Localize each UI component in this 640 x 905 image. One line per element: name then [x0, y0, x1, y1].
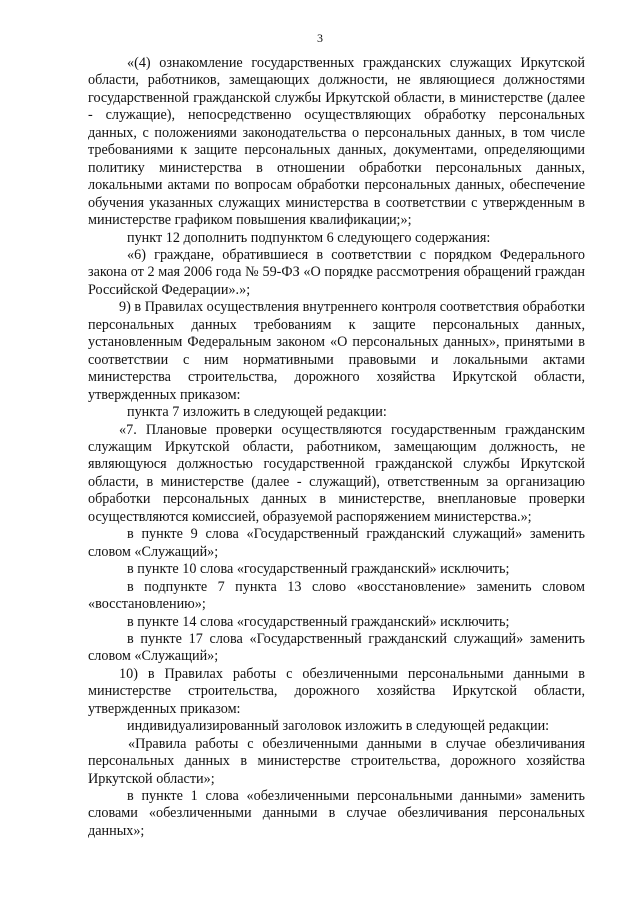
- paragraph-title-text: «Правила работы с обезличенными данными в случае обезличивания персональных данных в министерстве строительства, дорожного хозяйства Иркутской области»;: [88, 735, 585, 787]
- paragraph-point-7-intro: пункта 7 изложить в следующей редакции:: [127, 404, 387, 421]
- paragraph-point-14: в пункте 14 слова «государственный гражданский» исключить;: [127, 613, 510, 630]
- paragraph-point-12: пункт 12 дополнить подпунктом 6 следующего содержания:: [127, 229, 491, 246]
- paragraph-point-17: в пункте 17 слова «Государственный гражданский служащий» заменить словом «Служащий»;: [88, 630, 585, 665]
- paragraph-item-4: «(4) ознакомление государственных гражданских служащих Иркутской области, работников, замещающих должности, не являющиеся должностями государственной гражданской службы Иркутской области, в министерстве (далее - служащие), непосредственно осуществляющих обработку персональных данных, с положениями законодательства о персональных данных, в том числе требованиями к защите персональных данных, документами, определяющими политику министерства в отношении обработки персональных данных, локальными актами по вопросам обработки персональных данных, обеспечение обучения указанных служащих министерства в соответствии с утвержденным в министерстве графиком повышения квалификации;»;: [88, 55, 585, 229]
- paragraph-title-intro: индивидуализированный заголовок изложить в следующей редакции:: [127, 718, 550, 735]
- document-body: [88, 55, 585, 840]
- paragraph-subpoint-6: «6) граждане, обратившиеся в соответствии с порядком Федерального закона от 2 мая 2006 года № 59-ФЗ «О порядке рассмотрения обращений граждан Российской Федерации».»;: [88, 246, 585, 298]
- paragraph-point-10: в пункте 10 слова «государственный гражданский» исключить;: [127, 561, 510, 578]
- paragraph-amendment-10: 10) в Правилах работы с обезличенными персональными данными в министерстве строительства, дорожного хозяйства Иркутской области, утвержденных приказом:: [88, 665, 585, 717]
- paragraph-point-1: в пункте 1 слова «обезличенными персональными данными» заменить словами «обезличенными данными в случае обезличивания персональных данных»;: [88, 788, 585, 839]
- paragraph-point-9: в пункте 9 слова «Государственный гражданский служащий» заменить словом «Служащий»;: [88, 526, 585, 560]
- paragraph-point-7-text: «7. Плановые проверки осуществляются государственным гражданским служащим Иркутской области, работником, замещающим должность, не являющуюся должностью государственной гражданской службы Иркутской области, в министерстве (далее - служащий), ответственным за организацию обработки персональных данных в министерстве, внеплановые проверки осуществляются комиссией, образуемой распоряжением министерства.»;: [88, 421, 585, 525]
- page-number: 3: [317, 31, 323, 45]
- paragraph-point-13: в подпункте 7 пункта 13 слово «восстановление» заменить словом «восстановлению»;: [88, 578, 585, 613]
- paragraph-amendment-9: 9) в Правилах осуществления внутреннего контроля соответствия обработки персональных данных требованиям к защите персональных данных, установленным Федеральным законом «О персональных данных», принятыми в соответствии с ним нормативными правовыми и локальными актами министерства строительства, дорожного хозяйства Иркутской области, утвержденных приказом:: [88, 299, 585, 403]
